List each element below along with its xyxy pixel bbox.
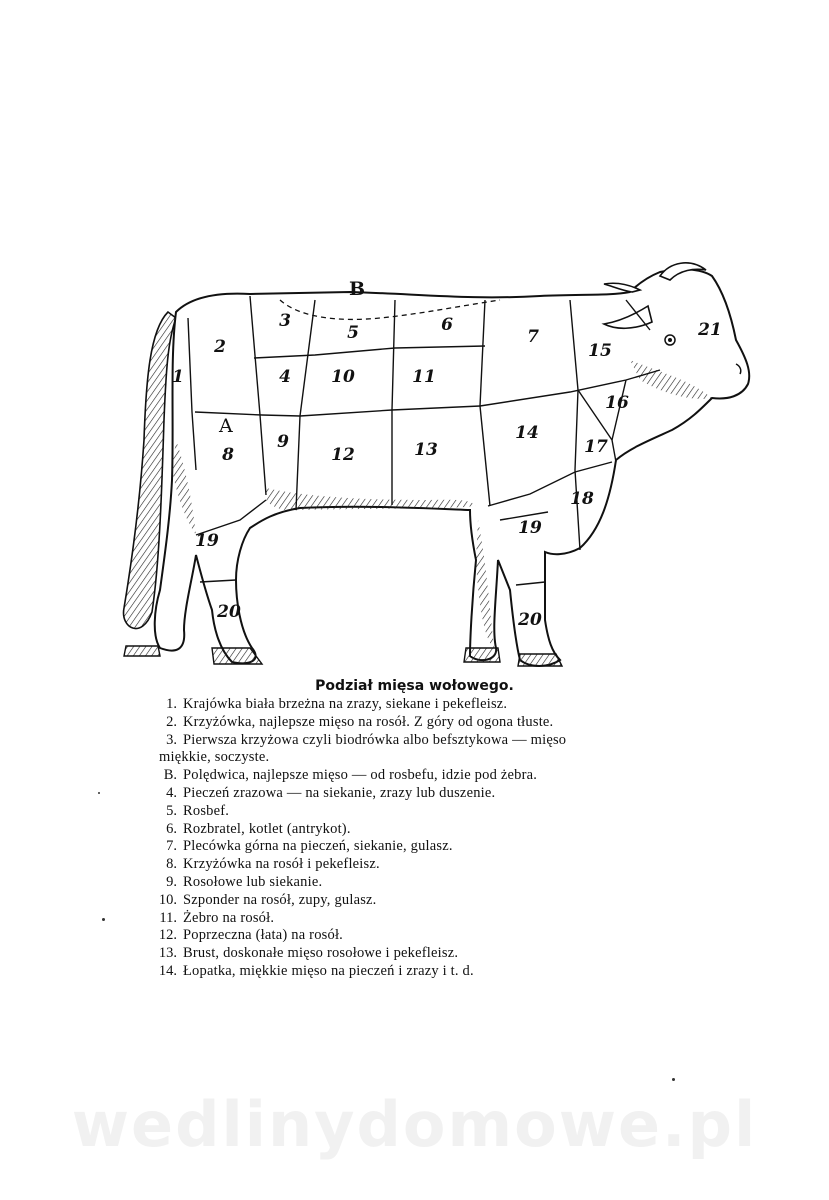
legend-item-number: 10. (158, 891, 177, 908)
cut-number-label: 20 (217, 602, 241, 622)
legend-item-number: B. (163, 767, 177, 784)
cut-number-label: 18 (570, 489, 594, 509)
legend-item-number: 12. (158, 927, 177, 944)
cut-number-label: 19 (195, 531, 219, 551)
paper-speck (672, 1078, 675, 1081)
legend-item (155, 714, 715, 732)
cut-number-label: 1 (172, 367, 184, 387)
cut-number-label: 2 (214, 337, 226, 357)
legend-item-text: miękkie, soczyste. (159, 749, 270, 766)
cut-number-label: 11 (412, 367, 436, 387)
legend-item-text: Pieczeń zrazowa — na siekanie, zrazy lub duszenie. (183, 784, 496, 801)
cut-number-label: 16 (605, 393, 629, 413)
cut-number-label: 4 (279, 367, 291, 387)
eye-pupil (668, 338, 672, 342)
legend-item (155, 874, 715, 892)
legend-item-text: Krajówka biała brzeżna na zrazy, siekane i pekefleisz. (183, 696, 508, 712)
legend-item-text: Pierwsza krzyżowa czyli biodrówka albo befsztykowa — mięso (183, 731, 567, 748)
legend-item-number: 3. (166, 731, 177, 748)
legend-item (155, 696, 715, 714)
cut-number-label: 7 (527, 327, 539, 347)
cut-number-label: 6 (441, 315, 453, 335)
legend-item-number: 7. (166, 838, 177, 855)
legend-item (155, 838, 715, 856)
legend-item (155, 732, 715, 750)
legend-item-number: 9. (166, 873, 177, 890)
hoof-shapes (124, 646, 562, 666)
cut-number-label: 15 (588, 341, 612, 361)
legend-item-text: Poprzeczna (łata) na rosół. (183, 927, 343, 944)
cut-number-label: 9 (277, 432, 289, 452)
caption-title: Podział mięsa wołowego. (315, 678, 514, 694)
legend-item-number: 6. (166, 820, 177, 837)
legend-item-text: Krzyżówka na rosół i pekefleisz. (183, 856, 380, 873)
legend-item (155, 892, 715, 910)
cut-number-label: 13 (414, 440, 438, 460)
letter-label-b: B (349, 278, 366, 300)
cut-number-label: 17 (584, 437, 608, 457)
legend-item-text: Rosbef. (183, 802, 230, 819)
legend-item-text: Brust, doskonałe mięso rosołowe i pekefleisz. (183, 945, 459, 962)
legend-item (155, 803, 715, 821)
legend-item-text: Szponder na rosół, zupy, gulasz. (183, 891, 377, 908)
legend-item-text: Krzyżówka, najlepsze mięso na rosół. Z góry od ogona tłuste. (183, 713, 554, 730)
paper-speck (102, 918, 105, 921)
letter-label-a: A (219, 415, 233, 437)
watermark-text: wedlinydomowe.pl (71, 1088, 758, 1161)
legend-list (155, 696, 715, 981)
legend-item-number: 8. (166, 856, 177, 873)
legend-item-text: Rosołowe lub siekanie. (183, 873, 323, 890)
legend-item-text: Łopatka, miękkie mięso na pieczeń i zrazy i t. d. (183, 962, 474, 979)
legend-item (155, 963, 715, 981)
cut-number-label: 5 (347, 323, 359, 343)
cut-number-label: 8 (222, 445, 234, 465)
legend-item-number: 2. (166, 713, 177, 730)
paper-speck (98, 792, 100, 794)
cut-number-label: 19 (518, 518, 542, 538)
cut-number-label: 3 (279, 311, 291, 331)
legend-item-number: 13. (158, 945, 177, 962)
legend-item (155, 910, 715, 928)
legend-item (155, 785, 715, 803)
legend-item (155, 767, 715, 785)
legend-item-text: Plecówka górna na pieczeń, siekanie, gulasz. (183, 838, 453, 855)
cut-number-label: 10 (331, 367, 355, 387)
cut-number-label: 20 (518, 610, 542, 630)
legend-item-number: 4. (166, 784, 177, 801)
legend-item (155, 856, 715, 874)
cut-number-label: 12 (331, 445, 355, 465)
legend-item-number: 1. (166, 696, 177, 712)
legend-item-number: 5. (166, 802, 177, 819)
legend-item-text: Polędwica, najlepsze mięso — od rosbefu, idzie pod żebra. (183, 767, 538, 784)
cut-number-label: 14 (515, 423, 539, 443)
legend-item (155, 821, 715, 839)
cut-number-label: 21 (698, 320, 722, 340)
legend-item-number: 14. (158, 962, 177, 979)
legend-item (155, 945, 715, 963)
legend-item (155, 749, 715, 767)
legend-item-text: Rozbratel, kotlet (antrykot). (183, 820, 351, 837)
legend-item (155, 927, 715, 945)
legend-item-text: Żebro na rosół. (183, 909, 275, 926)
legend-item-number: 11. (159, 909, 177, 926)
